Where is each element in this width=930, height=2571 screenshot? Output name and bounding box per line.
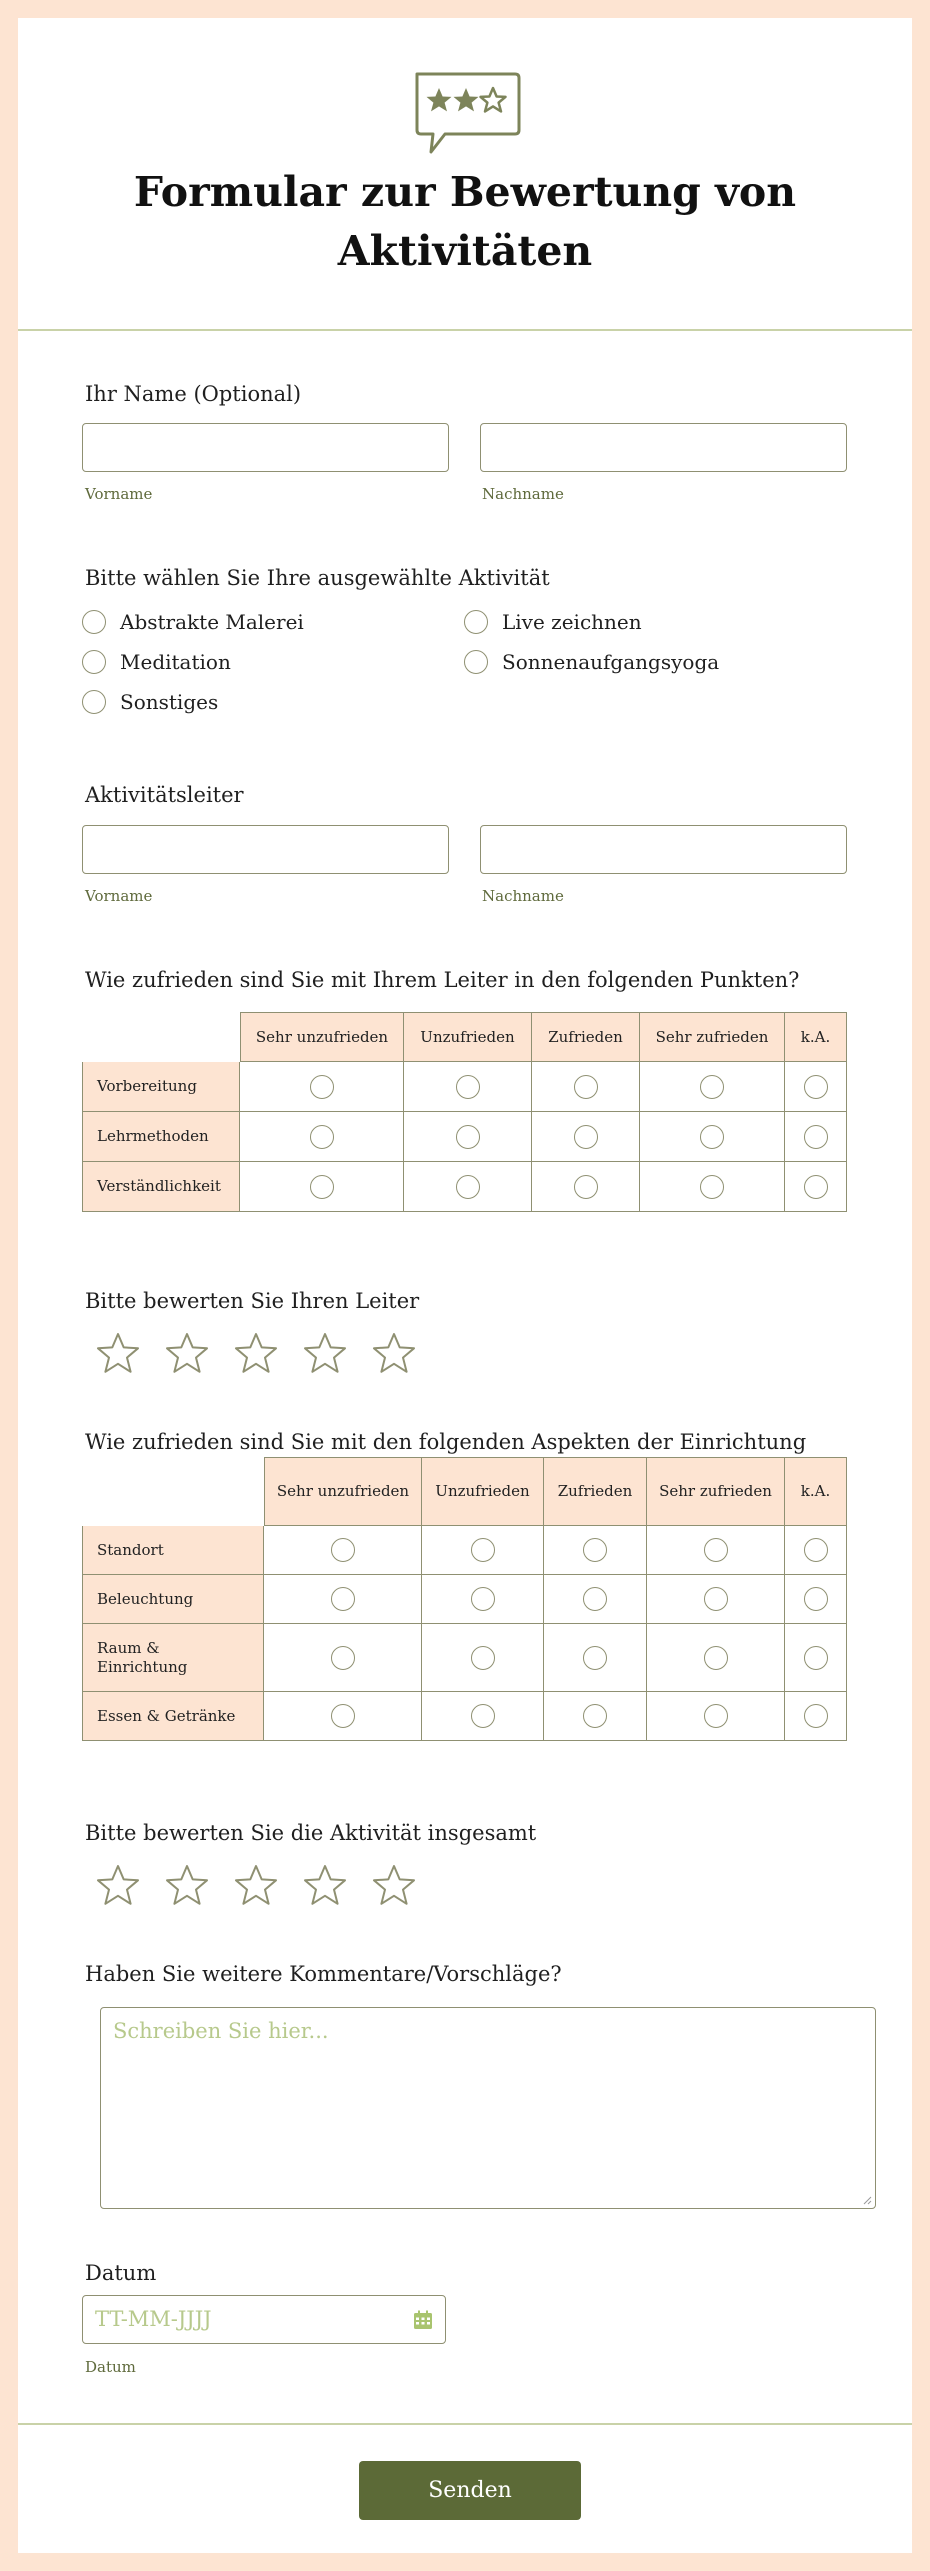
star-icon[interactable]	[165, 1864, 209, 1908]
matrix-radio[interactable]	[456, 1125, 480, 1149]
option-label: Sonnenaufgangsyoga	[502, 650, 720, 674]
matrix-radio[interactable]	[574, 1075, 598, 1099]
leader-rating-label: Bitte bewerten Sie Ihren Leiter	[85, 1289, 420, 1313]
row-header: Beleuchtung	[82, 1575, 264, 1624]
column-header: Sehr unzufrieden	[264, 1457, 422, 1526]
column-header: Sehr unzufrieden	[240, 1012, 404, 1062]
matrix-radio[interactable]	[310, 1075, 334, 1099]
matrix-radio[interactable]	[310, 1175, 334, 1199]
facility-matrix	[82, 1457, 847, 1741]
option-label: Live zeichnen	[502, 610, 642, 634]
matrix-radio[interactable]	[331, 1538, 355, 1562]
submit-button[interactable]: Senden	[359, 2461, 581, 2520]
matrix-radio[interactable]	[471, 1587, 495, 1611]
matrix-radio[interactable]	[704, 1646, 728, 1670]
matrix-radio[interactable]	[331, 1646, 355, 1670]
date-label: Datum	[85, 2261, 157, 2285]
matrix-radio[interactable]	[704, 1538, 728, 1562]
matrix-radio[interactable]	[700, 1125, 724, 1149]
matrix-radio[interactable]	[804, 1125, 828, 1149]
leader-last-name-sublabel: Nachname	[482, 887, 564, 905]
date-sublabel: Datum	[85, 2358, 136, 2376]
activity-label: Bitte wählen Sie Ihre ausgewählte Aktivität	[85, 566, 550, 590]
matrix-radio[interactable]	[704, 1704, 728, 1728]
calendar-icon[interactable]	[413, 2310, 433, 2330]
matrix-radio[interactable]	[804, 1538, 828, 1562]
row-header: Vorbereitung	[82, 1062, 240, 1112]
matrix-radio[interactable]	[583, 1538, 607, 1562]
page-title: Formular zur Bewertung von Aktivitäten	[133, 168, 797, 275]
facility-matrix-label: Wie zufrieden sind Sie mit den folgenden Aspekten der Einrichtung	[85, 1430, 807, 1454]
comments-placeholder: Schreiben Sie hier...	[113, 2019, 329, 2043]
row-header: Raum & Einrichtung	[82, 1624, 264, 1692]
matrix-radio[interactable]	[574, 1175, 598, 1199]
matrix-radio[interactable]	[471, 1704, 495, 1728]
matrix-radio[interactable]	[471, 1538, 495, 1562]
star-icon[interactable]	[165, 1332, 209, 1376]
star-icon[interactable]	[303, 1332, 347, 1376]
comments-label: Haben Sie weitere Kommentare/Vorschläge?	[85, 1962, 562, 1986]
date-placeholder: TT-MM-JJJJ	[95, 2307, 212, 2331]
matrix-radio[interactable]	[331, 1587, 355, 1611]
form-card	[18, 18, 912, 2553]
matrix-radio[interactable]	[471, 1646, 495, 1670]
radio-sonnenaufgangsyoga[interactable]	[464, 650, 488, 674]
matrix-radio[interactable]	[700, 1175, 724, 1199]
matrix-corner	[82, 1457, 264, 1526]
star-icon[interactable]	[372, 1864, 416, 1908]
column-header: k.A.	[785, 1457, 847, 1526]
row-header: Standort	[82, 1526, 264, 1575]
radio-live-zeichnen[interactable]	[464, 610, 488, 634]
row-header: Lehrmethoden	[82, 1112, 240, 1162]
matrix-corner	[82, 1012, 240, 1062]
option-label: Abstrakte Malerei	[120, 610, 304, 634]
matrix-radio[interactable]	[804, 1704, 828, 1728]
column-header: Sehr zufrieden	[647, 1457, 785, 1526]
column-header: Unzufrieden	[422, 1457, 544, 1526]
star-icon[interactable]	[96, 1864, 140, 1908]
leader-last-name-input[interactable]	[480, 825, 847, 874]
row-header: Verständlichkeit	[82, 1162, 240, 1212]
date-input[interactable]	[82, 2295, 446, 2344]
name-label: Ihr Name (Optional)	[85, 382, 302, 406]
matrix-radio[interactable]	[804, 1075, 828, 1099]
star-icon[interactable]	[96, 1332, 140, 1376]
column-header: Zufrieden	[544, 1457, 647, 1526]
column-header: Unzufrieden	[404, 1012, 532, 1062]
leader-matrix-label: Wie zufrieden sind Sie mit Ihrem Leiter in den folgenden Punkten?	[85, 968, 800, 992]
footer-divider	[18, 2423, 912, 2425]
first-name-sublabel: Vorname	[85, 485, 153, 503]
column-header: Sehr zufrieden	[640, 1012, 785, 1062]
matrix-radio[interactable]	[804, 1175, 828, 1199]
matrix-radio[interactable]	[583, 1587, 607, 1611]
last-name-sublabel: Nachname	[482, 485, 564, 503]
star-rating-speech-bubble-icon	[411, 68, 523, 160]
matrix-radio[interactable]	[583, 1646, 607, 1670]
matrix-radio[interactable]	[310, 1125, 334, 1149]
option-label: Sonstiges	[120, 690, 219, 714]
leader-matrix	[82, 1012, 847, 1212]
matrix-radio[interactable]	[456, 1075, 480, 1099]
matrix-radio[interactable]	[804, 1646, 828, 1670]
column-header: Zufrieden	[532, 1012, 640, 1062]
matrix-radio[interactable]	[583, 1704, 607, 1728]
matrix-radio[interactable]	[574, 1125, 598, 1149]
first-name-input[interactable]	[82, 423, 449, 472]
overall-rating-label: Bitte bewerten Sie die Aktivität insgesamt	[85, 1821, 537, 1845]
star-icon[interactable]	[234, 1864, 278, 1908]
radio-meditation[interactable]	[82, 650, 106, 674]
star-icon[interactable]	[303, 1864, 347, 1908]
leader-label: Aktivitätsleiter	[85, 783, 244, 807]
matrix-radio[interactable]	[704, 1587, 728, 1611]
matrix-radio[interactable]	[456, 1175, 480, 1199]
row-header: Essen & Getränke	[82, 1692, 264, 1741]
radio-sonstiges[interactable]	[82, 690, 106, 714]
star-icon[interactable]	[372, 1332, 416, 1376]
last-name-input[interactable]	[480, 423, 847, 472]
column-header: k.A.	[785, 1012, 847, 1062]
star-icon[interactable]	[234, 1332, 278, 1376]
matrix-radio[interactable]	[331, 1704, 355, 1728]
radio-abstrakte-malerei[interactable]	[82, 610, 106, 634]
comments-textarea[interactable]	[100, 2007, 876, 2209]
matrix-radio[interactable]	[804, 1587, 828, 1611]
matrix-radio[interactable]	[700, 1075, 724, 1099]
resize-handle-icon[interactable]	[862, 2195, 872, 2205]
leader-first-name-input[interactable]	[82, 825, 449, 874]
leader-first-name-sublabel: Vorname	[85, 887, 153, 905]
form-header	[18, 18, 912, 331]
option-label: Meditation	[120, 650, 231, 674]
